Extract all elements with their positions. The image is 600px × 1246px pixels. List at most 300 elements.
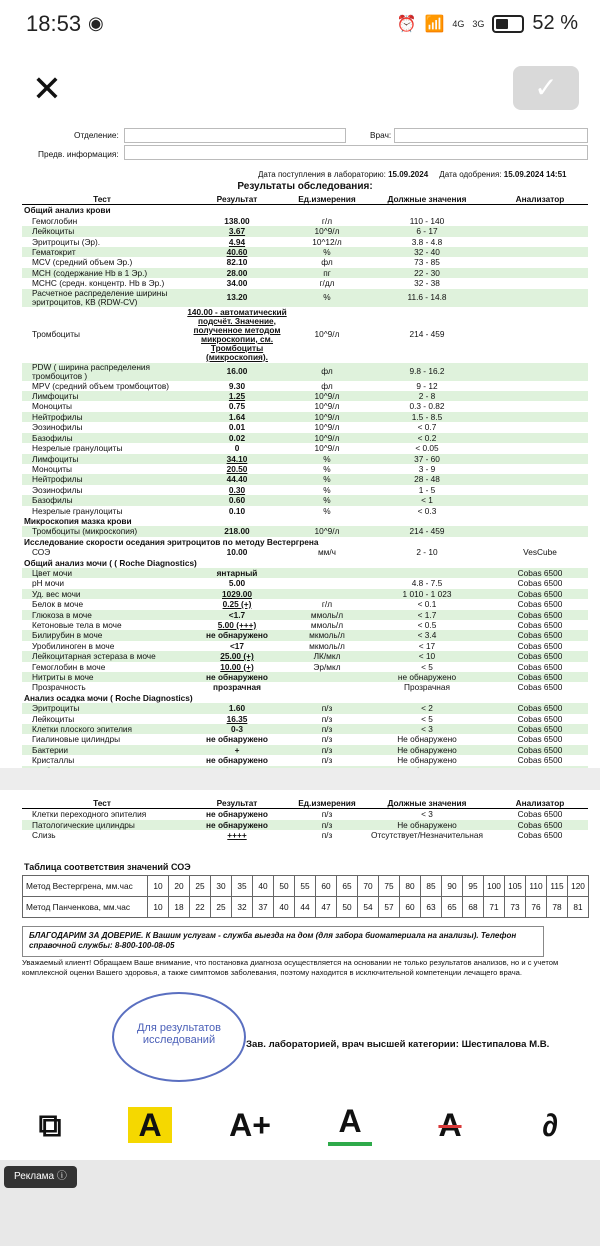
test-analyzer: Cobas 6500 bbox=[517, 661, 563, 672]
test-analyzer: Cobas 6500 bbox=[517, 744, 563, 755]
signal-4g-label: 4G bbox=[452, 18, 465, 29]
test-result: 40.60 bbox=[226, 247, 248, 258]
prev-info-field bbox=[124, 145, 588, 160]
test-result: 0 bbox=[234, 443, 240, 454]
test-name: Лимфоциты bbox=[32, 453, 79, 464]
test-name: MCV (средний объем Эр.) bbox=[32, 257, 133, 268]
test-units: п/з bbox=[321, 819, 333, 830]
test-norm: 2 - 10 bbox=[416, 547, 438, 558]
test-name: Кристаллы bbox=[32, 755, 75, 766]
test-result: 10.00 bbox=[226, 547, 248, 558]
soe-cell: 68 bbox=[463, 897, 484, 918]
test-norm: < 5 bbox=[421, 713, 433, 724]
soe-cell: 47 bbox=[316, 897, 337, 918]
test-units: п/з bbox=[321, 744, 333, 755]
soe-row1-label: Метод Вестергрена, мм.час bbox=[23, 876, 148, 897]
test-name: Эритроциты (Эр). bbox=[32, 236, 101, 247]
test-analyzer bbox=[492, 289, 588, 307]
test-result: ++++ bbox=[227, 830, 247, 841]
test-norm: < 0.05 bbox=[415, 443, 439, 454]
test-analyzer bbox=[492, 401, 588, 411]
test-name: Уд. вес мочи bbox=[32, 588, 81, 599]
test-units: 10^9/л bbox=[314, 526, 340, 537]
test-units bbox=[292, 589, 362, 599]
table-row bbox=[22, 205, 588, 216]
test-units: 10^9/л bbox=[314, 401, 340, 412]
test-norm: Не обнаружено bbox=[397, 744, 457, 755]
test-norm: 3.8 - 4.8 bbox=[411, 236, 443, 247]
approved-label: Дата одобрения: bbox=[439, 170, 502, 179]
test-result: 34.10 bbox=[226, 453, 248, 464]
table-row bbox=[22, 506, 588, 516]
test-name: Тромбоциты (микроскопия) bbox=[32, 526, 138, 537]
test-analyzer: Cobas 6500 bbox=[517, 609, 563, 620]
test-norm: 9.8 - 16.2 bbox=[409, 366, 445, 377]
table-row bbox=[22, 443, 588, 453]
soe-cell: 32 bbox=[232, 897, 253, 918]
underline-icon[interactable]: A bbox=[328, 1100, 372, 1146]
soe-cell: 57 bbox=[379, 897, 400, 918]
table-row bbox=[22, 226, 588, 236]
test-result: 34.00 bbox=[226, 278, 248, 289]
soe-cell: 30 bbox=[211, 876, 232, 897]
test-norm: Не обнаружено bbox=[397, 734, 457, 745]
test-units: п/з bbox=[321, 755, 333, 766]
signal-3g-label: 3G bbox=[472, 18, 485, 29]
test-analyzer bbox=[492, 278, 588, 288]
test-name: Белок в моче bbox=[32, 599, 84, 610]
table-row bbox=[22, 820, 588, 830]
soe-cell: 71 bbox=[484, 897, 505, 918]
test-analyzer: Cobas 6500 bbox=[517, 809, 563, 820]
test-result: 140.00 - автоматический подсчёт. Значение, полученное методом микроскопии, см. Тромбоциты (микроскопия). bbox=[187, 306, 287, 362]
table-row bbox=[22, 745, 588, 755]
test-norm: Отсутствует/Незначительная bbox=[371, 830, 483, 841]
test-name: Незрелые гранулоциты bbox=[32, 443, 123, 454]
test-analyzer bbox=[492, 247, 588, 257]
table-row bbox=[22, 307, 588, 363]
test-result: 0.02 bbox=[228, 432, 246, 443]
test-name: Эритроциты bbox=[32, 703, 80, 714]
test-analyzer: Cobas 6500 bbox=[517, 755, 563, 766]
table-row bbox=[22, 237, 588, 247]
soe-cell: 70 bbox=[358, 876, 379, 897]
table-row bbox=[22, 599, 588, 609]
test-norm: 1 - 5 bbox=[418, 484, 436, 495]
section-title: Анализ осадка мочи ( Roche Diagnostics) bbox=[24, 692, 193, 703]
test-name: Патологические цилиндры bbox=[32, 819, 135, 830]
table-row bbox=[22, 755, 588, 765]
confirm-button[interactable] bbox=[513, 66, 579, 110]
table-row bbox=[22, 547, 588, 557]
table-row bbox=[22, 516, 588, 526]
soe-cell: 73 bbox=[505, 897, 526, 918]
table-row bbox=[22, 724, 588, 734]
test-name-line: эритроцитов, КВ (RDW-CV) bbox=[32, 296, 138, 307]
test-units: 10^9/л bbox=[314, 443, 340, 454]
test-name-line: тромбоцитов ) bbox=[32, 370, 88, 381]
table-row bbox=[22, 268, 588, 278]
table-row bbox=[22, 578, 588, 588]
strikethrough-icon[interactable]: A bbox=[438, 1107, 462, 1143]
test-result: не обнаружено bbox=[206, 819, 268, 830]
test-units: мм/ч bbox=[317, 547, 337, 558]
text-add-icon[interactable]: A+ bbox=[229, 1107, 271, 1143]
test-name: Прозрачность bbox=[32, 682, 86, 693]
test-result: 0-3 bbox=[231, 724, 243, 735]
test-analyzer: Cobas 6500 bbox=[517, 588, 563, 599]
test-analyzer bbox=[492, 307, 588, 363]
test-name: Лимфоциты bbox=[32, 391, 79, 402]
results-table bbox=[22, 194, 588, 776]
test-norm: < 0.5 bbox=[417, 620, 437, 630]
test-analyzer bbox=[492, 391, 588, 401]
test-units bbox=[292, 672, 362, 682]
close-icon[interactable]: ✕ bbox=[31, 68, 63, 109]
test-result: 1.25 bbox=[228, 391, 246, 402]
test-analyzer: Cobas 6500 bbox=[517, 599, 563, 610]
table-row bbox=[22, 651, 588, 661]
table-row bbox=[22, 537, 588, 547]
test-result: 1029.00 bbox=[222, 588, 252, 599]
test-norm: Прозрачная bbox=[404, 682, 450, 693]
ad-area bbox=[0, 1160, 600, 1246]
table-row bbox=[22, 474, 588, 484]
test-analyzer bbox=[492, 526, 588, 536]
test-norm: < 17 bbox=[418, 640, 436, 651]
test-name: СОЭ bbox=[32, 547, 51, 558]
soe-cell: 85 bbox=[421, 876, 442, 897]
test-name: Моноциты bbox=[32, 463, 72, 474]
test-name: Уробилиноген в моче bbox=[32, 640, 115, 651]
test-result: не обнаружено bbox=[206, 630, 268, 641]
test-norm: 9 - 12 bbox=[416, 380, 438, 391]
soe-cell: 65 bbox=[337, 876, 358, 897]
soe-cell: 95 bbox=[463, 876, 484, 897]
lab-report-page-2 bbox=[0, 790, 600, 1090]
signature-line: Зав. лабораторией, врач высшей категории: Шестипалова М.В. bbox=[246, 1039, 550, 1050]
test-norm: 22 - 30 bbox=[414, 267, 440, 278]
test-units: фл bbox=[321, 366, 333, 377]
received-date: 15.09.2024 bbox=[388, 170, 429, 179]
test-analyzer: Cobas 6500 bbox=[517, 651, 563, 662]
test-result: 20.50 bbox=[226, 463, 248, 474]
test-norm: < 1 bbox=[421, 495, 433, 506]
test-analyzer bbox=[492, 474, 588, 484]
test-norm: < 0.7 bbox=[417, 422, 437, 433]
test-result: 82.10 bbox=[226, 257, 248, 268]
test-name: Лейкоцитарная эстераза в моче bbox=[32, 651, 156, 662]
soe-cell: 100 bbox=[484, 876, 505, 897]
soe-cell: 120 bbox=[568, 876, 589, 897]
section-title: Исследование скорости оседания эритроцитов по методу Вестергрена bbox=[24, 536, 319, 547]
test-units: п/з bbox=[321, 734, 333, 745]
notice-box: БЛАГОДАРИМ ЗА ДОВЕРИЕ. К Вашим услугам - служба выезда на дом (для забора биоматериала на анализы). Телефон справочной службы: 8-800-100-08-05 bbox=[22, 926, 544, 957]
soe-cell: 35 bbox=[232, 876, 253, 897]
test-name: Гиалиновые цилиндры bbox=[32, 734, 121, 745]
soe-cell: 60 bbox=[400, 897, 421, 918]
test-name: MCHC (средн. концентр. Hb в Эр.) bbox=[32, 278, 165, 289]
table-row bbox=[22, 495, 588, 505]
test-norm: 2 - 8 bbox=[418, 391, 436, 402]
test-analyzer bbox=[492, 237, 588, 247]
test-result: 0.30 bbox=[228, 484, 246, 495]
test-name-line: PDW ( ширина распределения bbox=[32, 362, 151, 372]
soe-cell: 10 bbox=[148, 876, 169, 897]
col-units: Ед.измерения bbox=[292, 798, 362, 809]
check-icon: ✓ bbox=[534, 72, 558, 103]
test-name bbox=[22, 289, 182, 307]
test-name: Глюкоза в моче bbox=[32, 609, 92, 620]
col-analyzer: Анализатор bbox=[492, 194, 588, 205]
soe-cell: 40 bbox=[253, 876, 274, 897]
battery-icon bbox=[492, 15, 524, 33]
test-units: фл bbox=[321, 257, 333, 268]
test-name: Лейкоциты bbox=[32, 713, 75, 724]
table-row bbox=[22, 662, 588, 672]
test-result: 28.00 bbox=[226, 267, 248, 278]
table-row bbox=[22, 558, 588, 568]
test-units: мкмоль/л bbox=[309, 630, 345, 641]
received-label: Дата поступления в лабораторию: bbox=[258, 170, 386, 179]
test-units: 10^9/л bbox=[314, 329, 340, 340]
test-result: 0.01 bbox=[228, 422, 246, 433]
test-name-line: Расчетное распределение ширины bbox=[32, 288, 168, 298]
test-units bbox=[292, 568, 362, 578]
table-row bbox=[22, 830, 588, 840]
test-analyzer bbox=[492, 495, 588, 505]
test-units: мкмоль/л bbox=[309, 640, 345, 651]
test-norm: 6 - 17 bbox=[416, 226, 438, 237]
table-row bbox=[22, 412, 588, 422]
test-result: не обнаружено bbox=[206, 672, 268, 683]
test-norm: < 0.1 bbox=[417, 599, 437, 610]
soe-cell: 90 bbox=[442, 876, 463, 897]
test-name: Билирубин в моче bbox=[32, 630, 103, 641]
test-analyzer bbox=[492, 363, 588, 381]
eye-icon: ◉ bbox=[88, 13, 104, 33]
table-row bbox=[22, 401, 588, 411]
test-norm: 37 - 60 bbox=[414, 453, 440, 464]
test-result: 9.30 bbox=[228, 380, 246, 391]
test-name: Незрелые гранулоциты bbox=[32, 505, 123, 516]
col-test: Тест bbox=[22, 798, 182, 809]
results-table-2 bbox=[22, 798, 588, 841]
test-units: % bbox=[323, 463, 331, 474]
test-norm: 214 - 459 bbox=[409, 329, 445, 340]
test-analyzer: Cobas 6500 bbox=[517, 620, 563, 630]
test-result: 5.00 bbox=[228, 578, 246, 589]
soe-cell: 60 bbox=[316, 876, 337, 897]
test-norm: < 0.3 bbox=[417, 505, 437, 516]
test-norm: < 3.4 bbox=[417, 630, 437, 641]
test-analyzer: Cobas 6500 bbox=[517, 682, 563, 693]
disclaimer: Уважаемый клиент! Обращаем Ваше внимание, что постановка диагноза осуществляется на основании не только результатов анализов, но и с учетом комплексной оценки Вашего здоровья, а также симптомов заболевания, поэтому находится в исключительной компетенции лечащего врача. bbox=[22, 958, 559, 977]
table-row bbox=[22, 714, 588, 724]
test-units bbox=[292, 578, 362, 588]
test-units: ммоль/л bbox=[310, 620, 344, 630]
test-name: Нейтрофилы bbox=[32, 411, 83, 422]
test-analyzer: Cobas 6500 bbox=[517, 830, 563, 841]
test-norm: Не обнаружено bbox=[397, 819, 457, 830]
test-name: Гематокрит bbox=[32, 247, 76, 258]
soe-table bbox=[22, 875, 589, 918]
table-row bbox=[22, 454, 588, 464]
soe-cell: 75 bbox=[379, 876, 400, 897]
table-row bbox=[22, 526, 588, 536]
soe-table-title: Таблица соответствия значений СОЭ bbox=[24, 862, 191, 872]
test-units: г/л bbox=[321, 215, 333, 226]
soe-cell: 40 bbox=[274, 897, 295, 918]
test-norm: < 2 bbox=[421, 703, 433, 714]
col-norm: Должные значения bbox=[362, 194, 492, 205]
test-units: 10^9/л bbox=[314, 226, 340, 237]
test-units: г/дл bbox=[319, 278, 335, 289]
table-row bbox=[22, 693, 588, 703]
test-analyzer: VesCube bbox=[523, 547, 557, 558]
results-title: Результаты обследования: bbox=[237, 181, 373, 192]
test-result: 25.00 (+) bbox=[220, 651, 254, 662]
soe-cell: 10 bbox=[148, 897, 169, 918]
test-analyzer: Cobas 6500 bbox=[517, 819, 563, 830]
doctor-field bbox=[394, 128, 588, 143]
table-row bbox=[22, 703, 588, 713]
test-name: Эозинофилы bbox=[32, 484, 83, 495]
test-norm: 110 - 140 bbox=[409, 215, 445, 226]
test-units: п/з bbox=[321, 809, 333, 820]
soe-cell: 54 bbox=[358, 897, 379, 918]
soe-cell: 44 bbox=[295, 897, 316, 918]
test-units: % bbox=[323, 292, 331, 303]
doctor-label: Врач: bbox=[370, 130, 392, 140]
soe-cell: 20 bbox=[169, 876, 190, 897]
ad-badge[interactable]: Реклама ⓘ bbox=[4, 1166, 77, 1188]
test-analyzer bbox=[492, 433, 588, 443]
test-name: Тромбоциты bbox=[32, 329, 80, 340]
test-result: 4.94 bbox=[228, 236, 246, 247]
test-norm: Не обнаружено bbox=[397, 755, 457, 766]
lab-stamp bbox=[112, 992, 246, 1082]
test-units bbox=[292, 682, 362, 692]
test-result: <17 bbox=[229, 640, 245, 651]
col-result: Результат bbox=[182, 194, 292, 205]
table-row bbox=[22, 391, 588, 401]
soe-cell: 37 bbox=[253, 897, 274, 918]
test-name: Базофилы bbox=[32, 432, 73, 443]
draw-icon[interactable]: ∂ bbox=[542, 1107, 558, 1143]
table-row bbox=[22, 641, 588, 651]
test-norm: 11.6 - 14.8 bbox=[407, 292, 447, 303]
test-norm: < 5 bbox=[421, 661, 433, 672]
soe-cell: 78 bbox=[547, 897, 568, 918]
test-name: Нейтрофилы bbox=[32, 474, 83, 485]
test-analyzer bbox=[492, 454, 588, 464]
test-name: Гемоглобин в моче bbox=[32, 661, 106, 672]
test-analyzer bbox=[492, 268, 588, 278]
col-test: Тест bbox=[22, 194, 182, 205]
test-units: % bbox=[323, 484, 331, 495]
test-name: Бактерии bbox=[32, 744, 68, 755]
dept-field bbox=[124, 128, 346, 143]
test-result: 13.20 bbox=[226, 292, 248, 303]
test-analyzer bbox=[492, 381, 588, 391]
table-row bbox=[22, 363, 588, 381]
test-norm: < 3 bbox=[421, 809, 433, 820]
table-row bbox=[22, 734, 588, 744]
test-units: % bbox=[323, 453, 331, 464]
test-units: 10^9/л bbox=[314, 432, 340, 443]
test-name: Кетоновые тела в моче bbox=[32, 620, 122, 630]
soe-cell: 18 bbox=[169, 897, 190, 918]
test-result: 10.00 (+) bbox=[220, 661, 254, 672]
test-name: Базофилы bbox=[32, 495, 73, 506]
soe-cell: 105 bbox=[505, 876, 526, 897]
table-row bbox=[22, 682, 588, 692]
test-result: 0.75 bbox=[228, 401, 246, 412]
table-row bbox=[22, 809, 588, 820]
copy-icon[interactable]: ⧉ bbox=[38, 1107, 62, 1143]
test-analyzer bbox=[492, 443, 588, 453]
test-result: 218.00 bbox=[224, 526, 250, 537]
table-row bbox=[22, 289, 588, 307]
test-result: не обнаружено bbox=[206, 809, 268, 820]
test-name: Слизь bbox=[32, 830, 56, 841]
soe-cell: 115 bbox=[547, 876, 568, 897]
test-norm: < 0.2 bbox=[417, 432, 437, 443]
soe-cell: 110 bbox=[526, 876, 547, 897]
soe-row2-label: Метод Панченкова, мм.час bbox=[23, 897, 148, 918]
test-result: <1.7 bbox=[228, 609, 246, 620]
table-row bbox=[22, 257, 588, 267]
test-units: ЛК/мкл bbox=[313, 651, 341, 662]
test-units: 10^9/л bbox=[314, 411, 340, 422]
clock: 18:53 bbox=[26, 11, 82, 36]
test-result: 3.67 bbox=[228, 226, 246, 237]
table-row bbox=[22, 278, 588, 288]
test-result: 16.35 bbox=[226, 713, 248, 724]
test-name: Клетки переходного эпителия bbox=[32, 809, 147, 820]
test-units: 10^12/л bbox=[312, 236, 342, 247]
test-name: MPV (средний объем тромбоцитов) bbox=[32, 380, 170, 391]
test-analyzer: Cobas 6500 bbox=[517, 567, 563, 578]
test-analyzer bbox=[492, 422, 588, 432]
test-units: % bbox=[323, 474, 331, 485]
col-analyzer: Анализатор bbox=[492, 798, 588, 809]
test-result: янтарный bbox=[216, 567, 258, 578]
table-row bbox=[22, 422, 588, 432]
test-analyzer bbox=[492, 226, 588, 236]
highlight-icon[interactable]: A bbox=[128, 1107, 172, 1143]
soe-cell: 25 bbox=[211, 897, 232, 918]
test-units: пг bbox=[323, 267, 331, 278]
table-row bbox=[22, 568, 588, 578]
test-name: Клетки плоского эпителия bbox=[32, 724, 133, 735]
editor-top-bar bbox=[0, 52, 600, 128]
test-analyzer: Cobas 6500 bbox=[517, 724, 563, 735]
soe-cell: 81 bbox=[568, 897, 589, 918]
col-result: Результат bbox=[182, 798, 292, 809]
test-analyzer bbox=[492, 506, 588, 516]
battery-percent: 52 % bbox=[532, 12, 578, 34]
test-analyzer: Cobas 6500 bbox=[517, 734, 563, 745]
test-norm: 4.8 - 7.5 bbox=[411, 578, 443, 589]
test-result: 0.10 bbox=[228, 505, 246, 516]
test-norm: < 1.7 bbox=[417, 609, 437, 620]
soe-cell: 63 bbox=[421, 897, 442, 918]
test-units: 10^9/л bbox=[314, 391, 340, 402]
test-units: % bbox=[323, 247, 331, 258]
test-result: + bbox=[234, 744, 240, 755]
